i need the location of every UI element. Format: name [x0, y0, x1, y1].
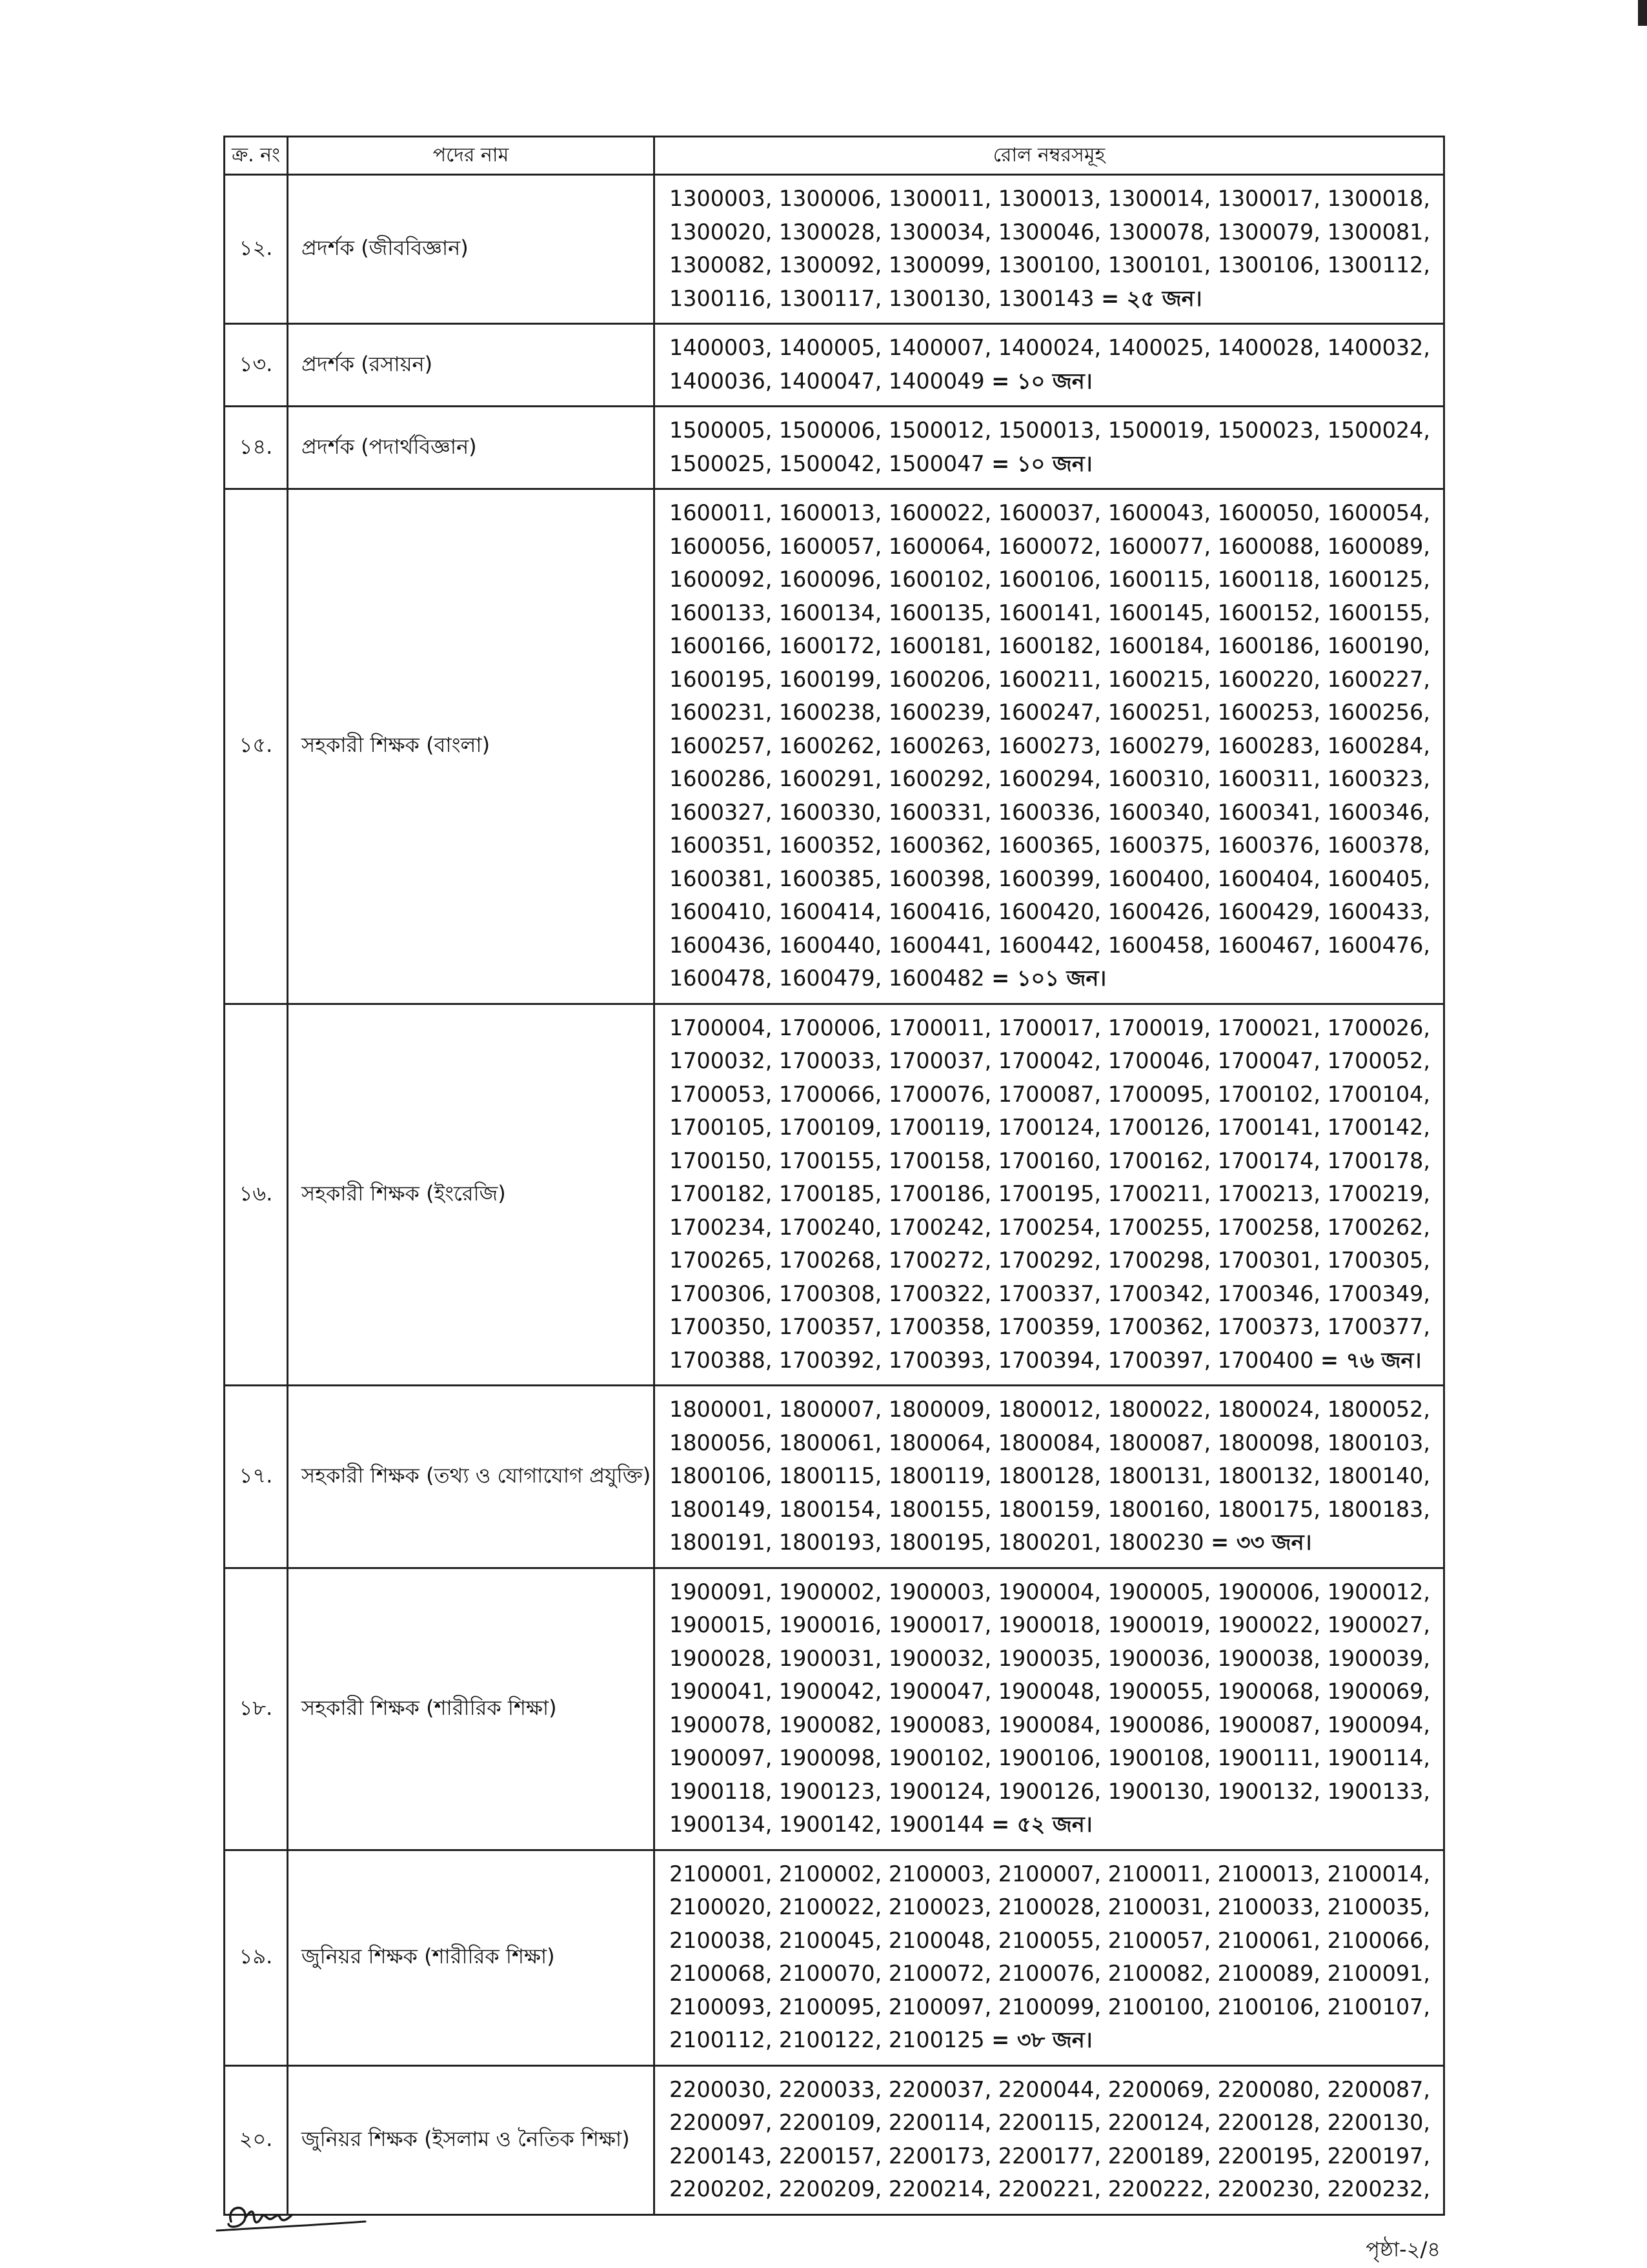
roll-list: 1700004, 1700006, 1700011, 1700017, 1700019, 1700021, 1700026, 1700032, 1700033, 1700037, 1700042, 1700046, 1700047, 1700052, 1700053, 1700066, 1700076, 1700087, 1700095, 1700102, 1700104, 1700105, 1700109, 1700119, 1700124, 1700126, 1700141, 1700142, 1700150, 1700155, 1700158, 1700160, 1700162, 1700174, 1700178, 1700182, 1700185, 1700186, 1700195, 1700211, 1700213, 1700219, 1700234, 1700240, 1700242, 1700254, 1700255, 1700258, 1700262, 1700265, 1700268, 1700272, 1700292, 1700298, 1700301, 1700305, 1700306, 1700308, 1700322, 1700337, 1700342, 1700346, 1700349, 1700350, 1700357, 1700358, 1700359, 1700362, 1700373, 1700377, 1700388, 1700392, 1700393, 1700394, 1700397, 1700400: [669, 1015, 1430, 1373]
row-serial: ১৮.: [225, 1568, 288, 1850]
row-post-name: সহকারী শিক্ষক (শারীরিক শিক্ষা): [288, 1568, 654, 1850]
roll-count: = ৩৮ জন।: [991, 2027, 1093, 2052]
table-header-row: [225, 137, 1444, 175]
table-row: [225, 1004, 1444, 1386]
roll-count: = ৭৬ জন।: [1320, 1347, 1422, 1373]
table-row: [225, 324, 1444, 407]
row-serial: ২০.: [225, 2065, 288, 2214]
row-serial: ১৯.: [225, 1850, 288, 2065]
row-roll-numbers: [654, 407, 1444, 489]
header-serial: ক্র. নং: [225, 137, 288, 175]
row-post-name: জুনিয়র শিক্ষক (শারীরিক শিক্ষা): [288, 1850, 654, 2065]
table-row: [225, 1568, 1444, 1850]
row-serial: ১৭.: [225, 1386, 288, 1568]
table-row: [225, 1386, 1444, 1568]
roll-list: 1900091, 1900002, 1900003, 1900004, 1900005, 1900006, 1900012, 1900015, 1900016, 1900017, 1900018, 1900019, 1900022, 1900027, 1900028, 1900031, 1900032, 1900035, 1900036, 1900038, 1900039, 1900041, 1900042, 1900047, 1900048, 1900055, 1900068, 1900069, 1900078, 1900082, 1900083, 1900084, 1900086, 1900087, 1900094, 1900097, 1900098, 1900102, 1900106, 1900108, 1900111, 1900114, 1900118, 1900123, 1900124, 1900126, 1900130, 1900132, 1900133, 1900134, 1900142, 1900144: [669, 1579, 1430, 1837]
roll-list: 1800001, 1800007, 1800009, 1800012, 1800022, 1800024, 1800052, 1800056, 1800061, 1800064, 1800084, 1800087, 1800098, 1800103, 1800106, 1800115, 1800119, 1800128, 1800131, 1800132, 1800140, 1800149, 1800154, 1800155, 1800159, 1800160, 1800175, 1800183, 1800191, 1800193, 1800195, 1800201, 1800230: [669, 1397, 1430, 1555]
row-roll-numbers: [654, 1568, 1444, 1850]
table-row: [225, 489, 1444, 1004]
row-serial: ১২.: [225, 175, 288, 324]
roll-list: 1300003, 1300006, 1300011, 1300013, 1300014, 1300017, 1300018, 1300020, 1300028, 1300034, 1300046, 1300078, 1300079, 1300081, 1300082, 1300092, 1300099, 1300100, 1300101, 1300106, 1300112, 1300116, 1300117, 1300130, 1300143: [669, 186, 1430, 311]
signature-image: [213, 2193, 368, 2238]
row-roll-numbers: [654, 2065, 1444, 2214]
roll-count: = ১০১ জন।: [991, 966, 1107, 991]
roll-list: 1500005, 1500006, 1500012, 1500013, 1500019, 1500023, 1500024, 1500025, 1500042, 1500047: [669, 418, 1430, 476]
roll-list: 2100001, 2100002, 2100003, 2100007, 2100011, 2100013, 2100014, 2100020, 2100022, 2100023, 2100028, 2100031, 2100033, 2100035, 2100038, 2100045, 2100048, 2100055, 2100057, 2100061, 2100066, 2100068, 2100070, 2100072, 2100076, 2100082, 2100089, 2100091, 2100093, 2100095, 2100097, 2100099, 2100100, 2100106, 2100107, 2100112, 2100122, 2100125: [669, 1861, 1430, 2052]
row-roll-numbers: [654, 1850, 1444, 2065]
header-roll-numbers: রোল নম্বরসমূহ: [654, 137, 1444, 175]
row-roll-numbers: [654, 175, 1444, 324]
header-post-name: পদের নাম: [288, 137, 654, 175]
row-post-name: সহকারী শিক্ষক (ইংরেজি): [288, 1004, 654, 1386]
table-row: [225, 1850, 1444, 2065]
scan-edge-mark: [1638, 0, 1647, 26]
roll-list: 1600011, 1600013, 1600022, 1600037, 1600043, 1600050, 1600054, 1600056, 1600057, 1600064, 1600072, 1600077, 1600088, 1600089, 1600092, 1600096, 1600102, 1600106, 1600115, 1600118, 1600125, 1600133, 1600134, 1600135, 1600141, 1600145, 1600152, 1600155, 1600166, 1600172, 1600181, 1600182, 1600184, 1600186, 1600190, 1600195, 1600199, 1600206, 1600211, 1600215, 1600220, 1600227, 1600231, 1600238, 1600239, 1600247, 1600251, 1600253, 1600256, 1600257, 1600262, 1600263, 1600273, 1600279, 1600283, 1600284, 1600286, 1600291, 1600292, 1600294, 1600310, 1600311, 1600323, 1600327, 1600330, 1600331, 1600336, 1600340, 1600341, 1600346, 1600351, 1600352, 1600362, 1600365, 1600375, 1600376, 1600378, 1600381, 1600385, 1600398, 1600399, 1600400, 1600404, 1600405, 1600410, 1600414, 1600416, 1600420, 1600426, 1600429, 1600433, 1600436, 1600440, 1600441, 1600442, 1600458, 1600467, 1600476, 1600478, 1600479, 1600482: [669, 500, 1430, 991]
row-roll-numbers: [654, 1386, 1444, 1568]
row-roll-numbers: [654, 489, 1444, 1004]
row-serial: ১৩.: [225, 324, 288, 407]
roll-list: 1400003, 1400005, 1400007, 1400024, 1400025, 1400028, 1400032, 1400036, 1400047, 1400049: [669, 335, 1430, 394]
row-roll-numbers: [654, 324, 1444, 407]
row-serial: ১৬.: [225, 1004, 288, 1386]
row-roll-numbers: [654, 1004, 1444, 1386]
row-post-name: প্রদর্শক (জীববিজ্ঞান): [288, 175, 654, 324]
roll-count: = ১০ জন।: [991, 368, 1093, 394]
table-row: [225, 2065, 1444, 2214]
roll-number-table: [223, 136, 1445, 2216]
roll-count: = ৫২ জন।: [991, 1812, 1093, 1837]
row-post-name: সহকারী শিক্ষক (তথ্য ও যোগাযোগ প্রযুক্তি): [288, 1386, 654, 1568]
table-row: [225, 407, 1444, 489]
roll-count: = ২৫ জন।: [1101, 285, 1202, 311]
row-serial: ১৫.: [225, 489, 288, 1004]
row-post-name: প্রদর্শক (রসায়ন): [288, 324, 654, 407]
row-post-name: প্রদর্শক (পদার্থবিজ্ঞান): [288, 407, 654, 489]
row-post-name: জুনিয়র শিক্ষক (ইসলাম ও নৈতিক শিক্ষা): [288, 2065, 654, 2214]
row-serial: ১৪.: [225, 407, 288, 489]
roll-count: = ৩৩ জন।: [1211, 1530, 1312, 1555]
table-row: [225, 175, 1444, 324]
page-number: পৃষ্ঠা-২/৪: [1366, 2237, 1440, 2262]
roll-list: 2200030, 2200033, 2200037, 2200044, 2200069, 2200080, 2200087, 2200097, 2200109, 2200114, 2200115, 2200124, 2200128, 2200130, 2200143, 2200157, 2200173, 2200177, 2200189, 2200195, 2200197, 2200202, 2200209, 2200214, 2200221, 2200222, 2200230, 2200232,: [669, 2076, 1430, 2202]
roll-count: = ১০ জন।: [991, 451, 1093, 476]
row-post-name: সহকারী শিক্ষক (বাংলা): [288, 489, 654, 1004]
